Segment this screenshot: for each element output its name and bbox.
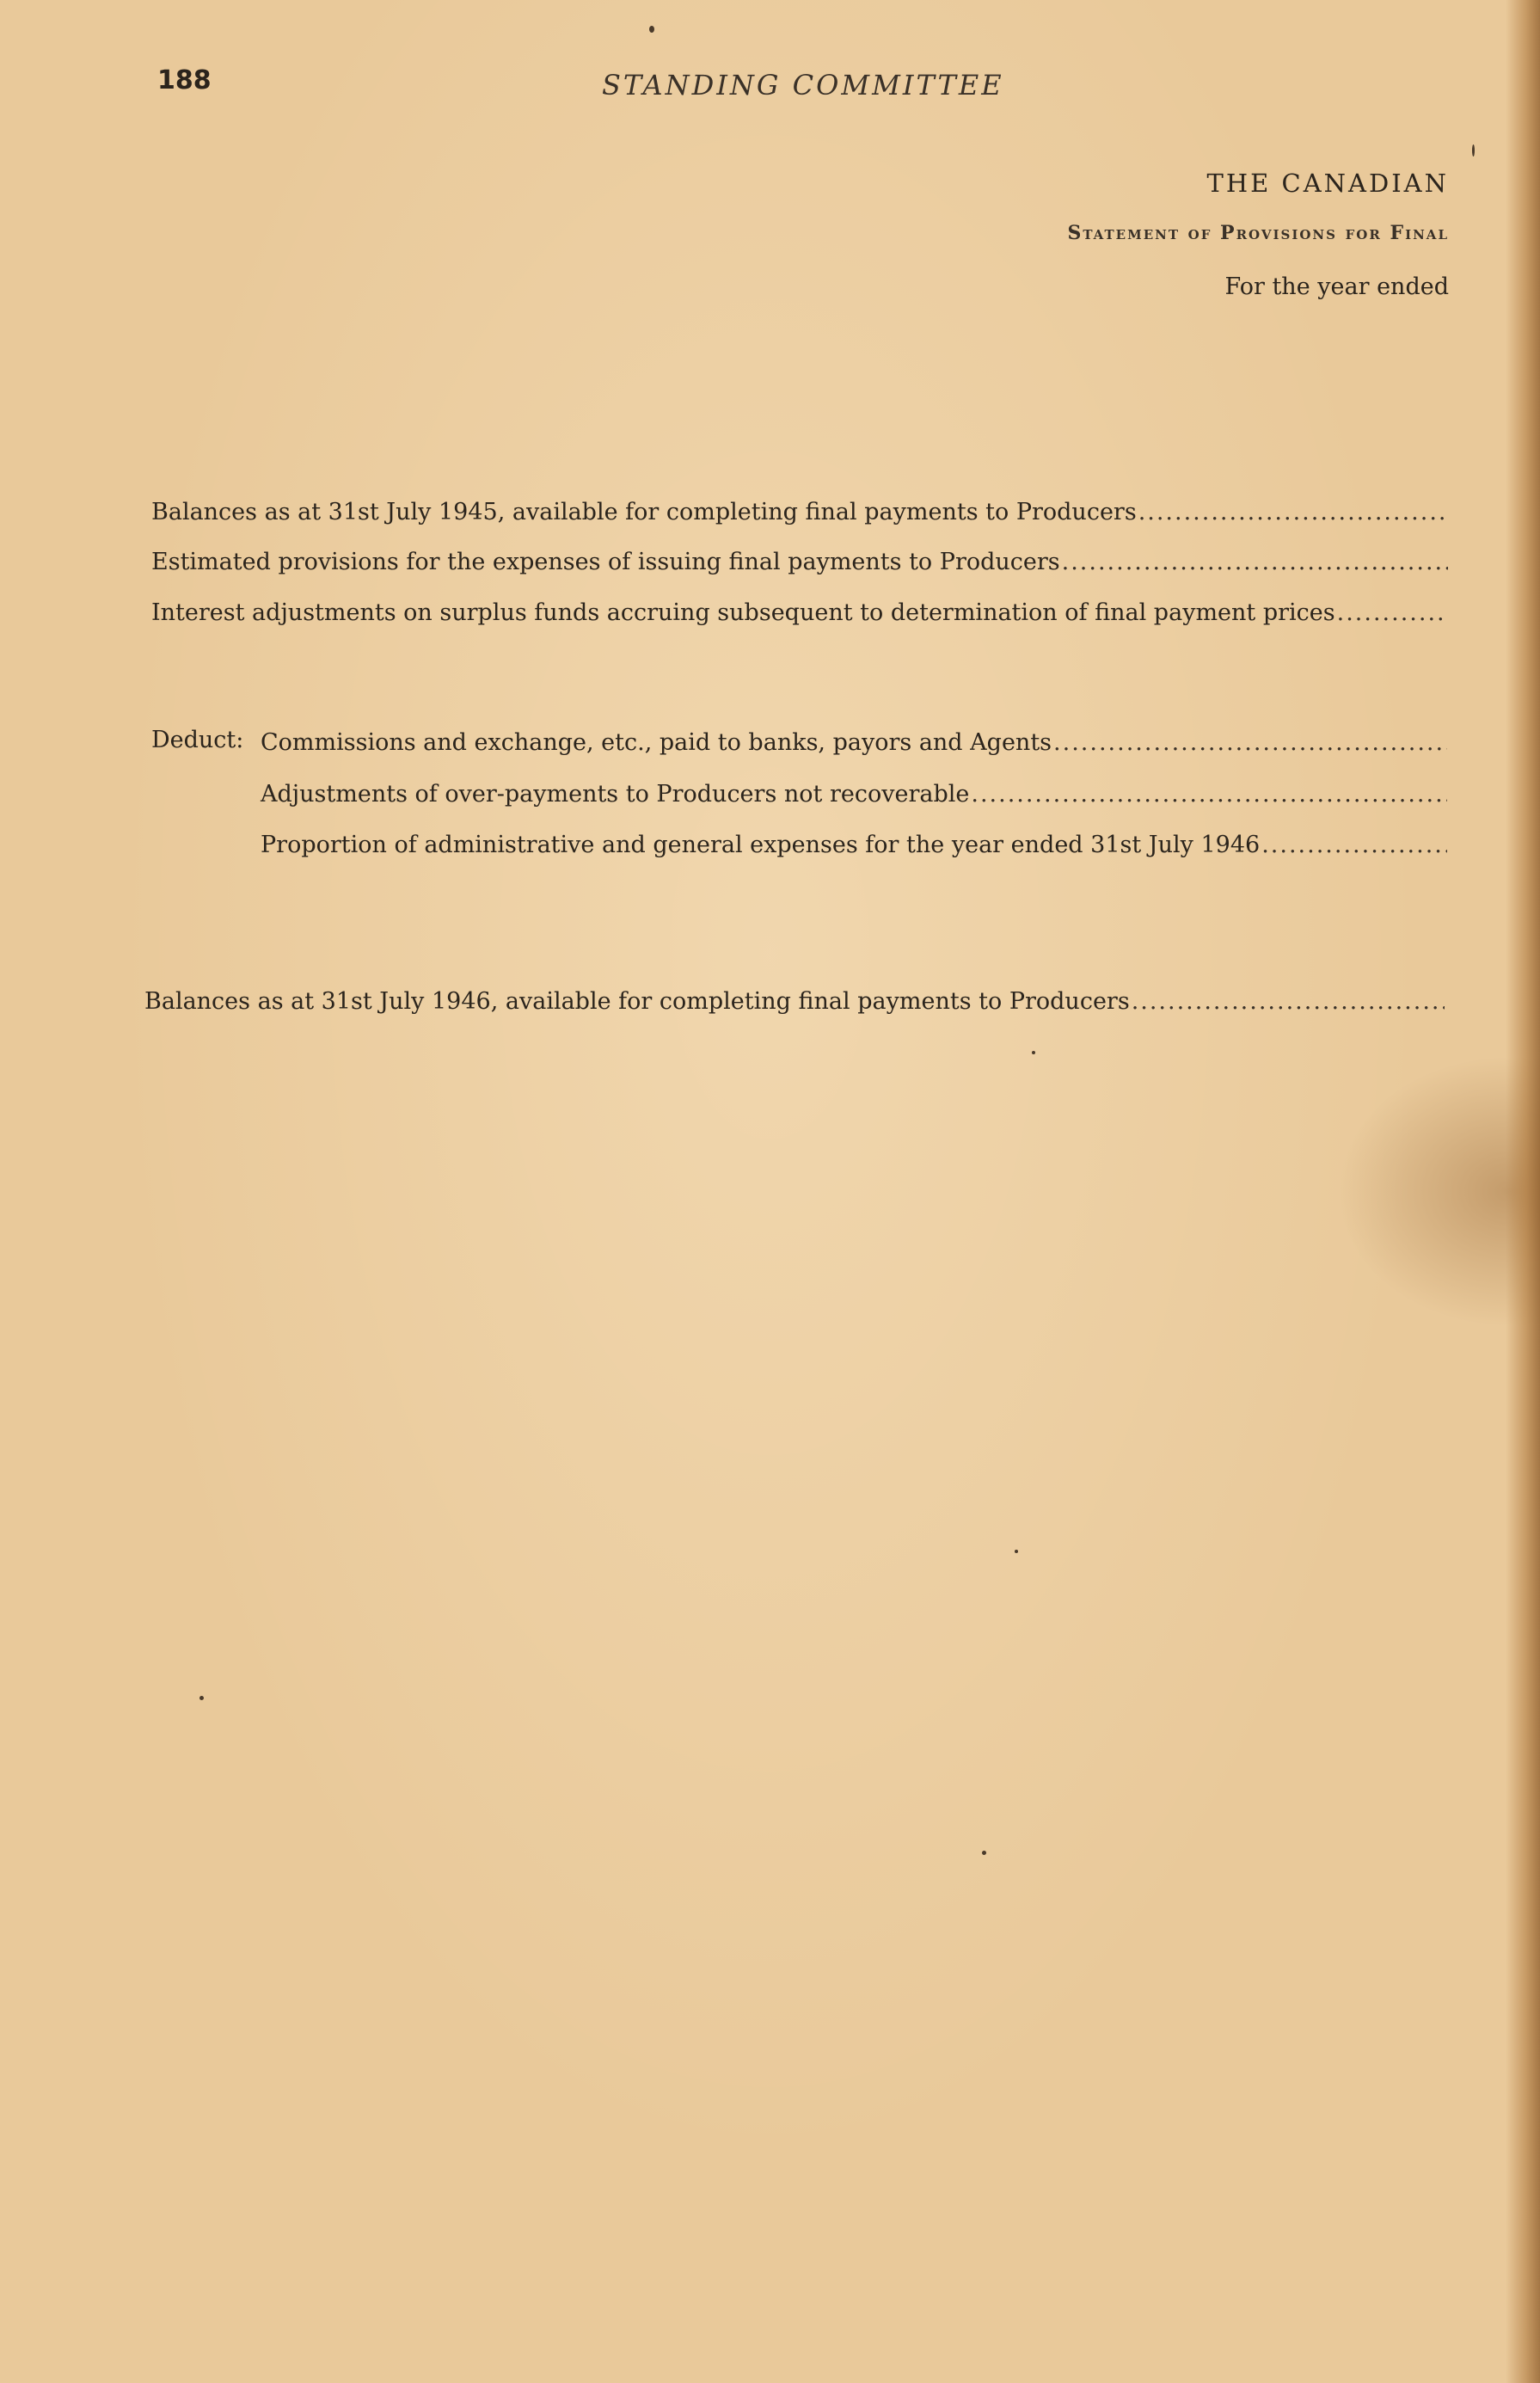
deduction-line-label: Adjustments of over-payments to Producers not recoverable bbox=[261, 781, 970, 808]
statement-line-label: Interest adjustments on surplus funds accruing subsequent to determination of final payment prices bbox=[151, 599, 1335, 626]
deduction-line-label: Commissions and exchange, etc., paid to banks, payors and Agents bbox=[261, 729, 1052, 756]
closing-balance-line bbox=[144, 988, 1445, 1015]
statement-heading-period: For the year ended bbox=[1224, 273, 1449, 300]
statement-line bbox=[151, 499, 1448, 525]
paper-speck bbox=[199, 1696, 204, 1700]
paper-speck bbox=[1032, 1051, 1035, 1054]
dot-leader bbox=[1337, 599, 1448, 626]
running-head: STANDING COMMITTEE bbox=[602, 69, 1004, 101]
statement-line-label: Balances as at 31st July 1945, available for completing final payments to Producers bbox=[151, 499, 1137, 525]
deduction-line-label: Proportion of administrative and general expenses for the year ended 31st July 1946 bbox=[261, 832, 1261, 858]
dot-leader bbox=[1053, 729, 1447, 756]
dot-leader bbox=[1261, 832, 1447, 858]
dot-leader bbox=[971, 781, 1447, 808]
statement-line bbox=[151, 549, 1448, 575]
dot-leader bbox=[1062, 549, 1448, 575]
statement-line bbox=[151, 599, 1448, 626]
deduction-line bbox=[261, 781, 1447, 808]
paper-speck bbox=[1015, 1550, 1018, 1553]
deduction-line bbox=[261, 832, 1447, 858]
deduct-label: Deduct: bbox=[151, 727, 244, 753]
statement-heading-organization: THE CANADIAN bbox=[1206, 169, 1449, 198]
dot-leader bbox=[1138, 499, 1448, 525]
page-number: 188 bbox=[157, 65, 212, 95]
paper-speck bbox=[649, 26, 654, 33]
deduction-line bbox=[261, 729, 1447, 756]
closing-balance-label: Balances as at 31st July 1946, available for completing final payments to Producers bbox=[144, 988, 1130, 1015]
statement-heading-title: Statement of Provisions for Final bbox=[1067, 222, 1449, 244]
dot-leader bbox=[1132, 988, 1445, 1015]
page-edge-shadow bbox=[1506, 0, 1540, 2383]
paper-speck bbox=[1472, 144, 1475, 157]
statement-line-label: Estimated provisions for the expenses of issuing final payments to Producers bbox=[151, 549, 1060, 575]
paper-speck bbox=[982, 1851, 986, 1855]
